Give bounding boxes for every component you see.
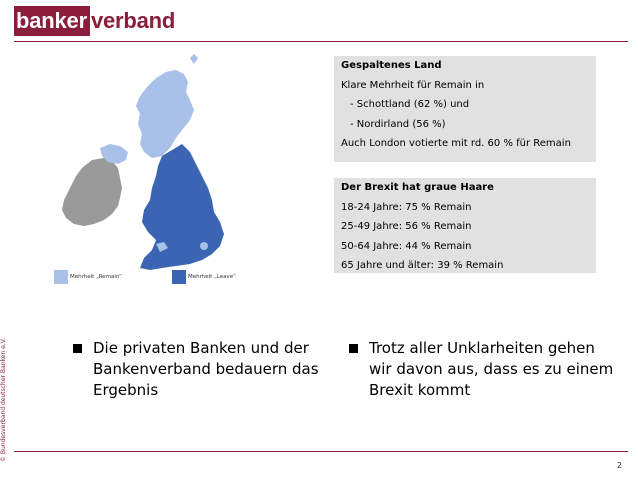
- legend-remain-label: Mehrheit „Remain“: [70, 274, 122, 280]
- bankenverband-logo: [14, 6, 175, 36]
- bullet-square-icon: [349, 344, 358, 353]
- logo-part-verband: verband: [90, 8, 176, 33]
- panel-gespaltenes-land: [334, 56, 596, 162]
- panel2-line2: 25-49 Jahre: 56 % Remain: [341, 221, 472, 232]
- panel2-line1: 18-24 Jahre: 75 % Remain: [341, 201, 472, 213]
- map-northern-isles: [190, 54, 198, 64]
- panel1-line2: - Schottland (62 %) und: [350, 99, 470, 110]
- legend-leave: [172, 270, 236, 284]
- legend-leave-swatch: [172, 270, 186, 284]
- map-london: [200, 242, 208, 250]
- map-graphic: [52, 48, 322, 288]
- legend-leave-label: Mehrheit „Leave“: [188, 274, 236, 280]
- bullet-left: [73, 338, 333, 401]
- panel1-title: Gespaltenes Land: [341, 60, 442, 71]
- panel1-line4: Auch London votierte mit rd. 60 % für Remain: [341, 138, 571, 149]
- panel2-title: Der Brexit hat graue Haare: [341, 182, 494, 193]
- bullet-square-icon: [73, 344, 82, 353]
- page-number: 2: [616, 461, 622, 470]
- panel1-line1: Klare Mehrheit für Remain in: [341, 79, 485, 91]
- bullet-right: [349, 338, 619, 401]
- copyright-notice: © Bundesverband deutscher Banken e.V.: [0, 337, 7, 462]
- panel1-line3: - Nordirland (56 %): [350, 118, 446, 130]
- panel2-line4: 65 Jahre und älter: 39 % Remain: [341, 260, 504, 271]
- map-ireland: [62, 158, 122, 226]
- legend-remain: [54, 270, 122, 284]
- uk-referendum-map: [52, 48, 322, 288]
- footer-divider: [14, 451, 628, 452]
- map-england-wales: [140, 144, 224, 270]
- bullet-left-text: Die privaten Banken und der Bankenverband bedauern das Ergebnis: [93, 339, 319, 399]
- panel2-line3: 50-64 Jahre: 44 % Remain: [341, 240, 472, 252]
- map-scotland: [136, 70, 194, 158]
- legend-remain-swatch: [54, 270, 68, 284]
- panel-brexit-graue-haare: [334, 178, 596, 273]
- bullet-right-text: Trotz aller Unklarheiten gehen wir davon aus, dass es zu einem Brexit kommt: [369, 339, 614, 399]
- logo-part-banker: banker: [14, 6, 90, 36]
- header-divider: [14, 41, 628, 42]
